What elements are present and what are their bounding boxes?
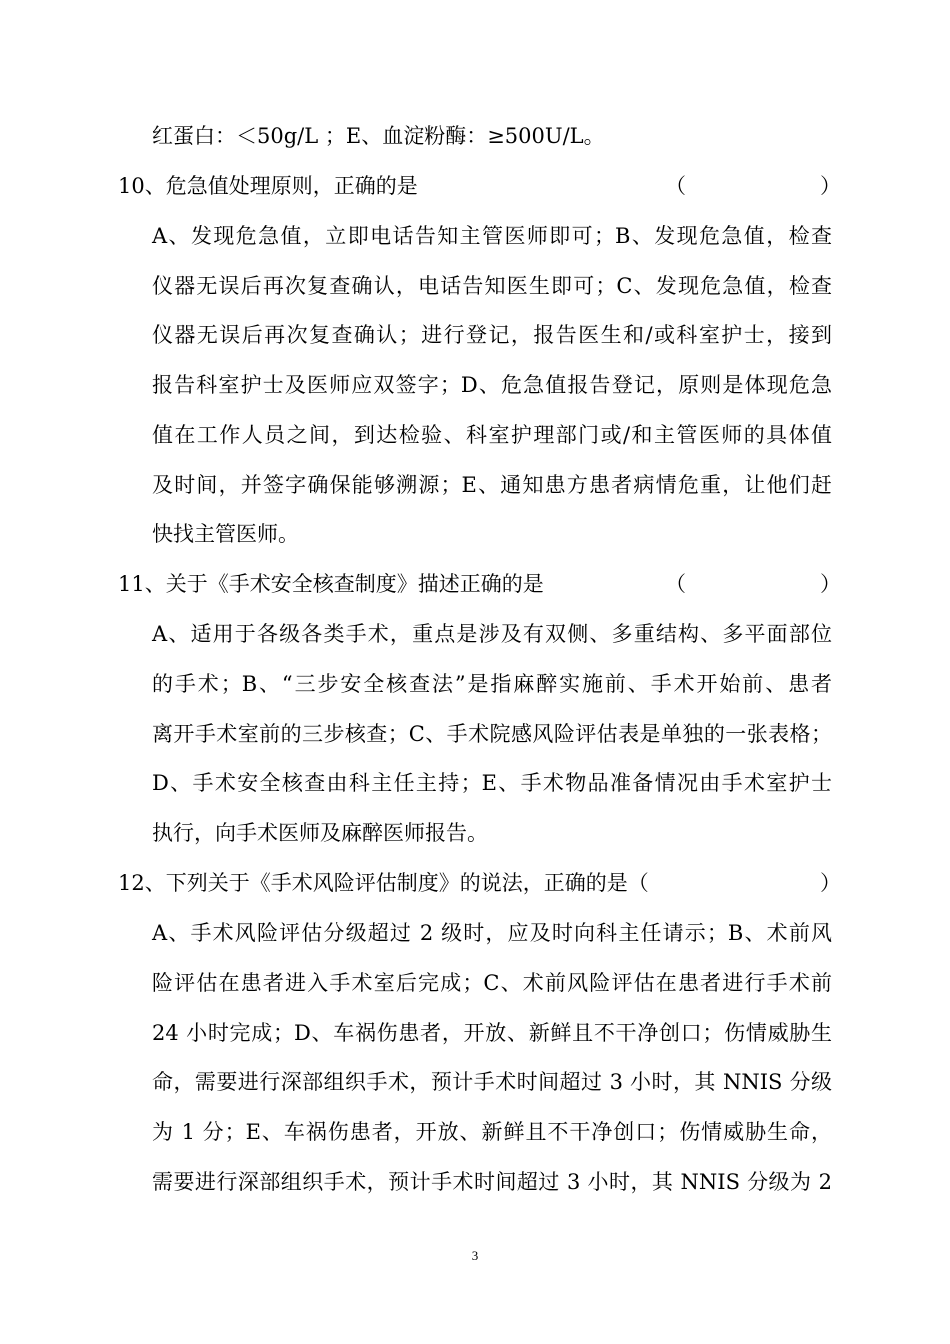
question-11-answer-paren-close: ） <box>820 572 841 596</box>
question-10-answer-paren-open: （ <box>665 174 686 198</box>
question-11-line: 离开手术室前的三步核查；C、手术院感风险评估表是单独的一张表格； <box>152 722 832 746</box>
question-10-line: A、发现危急值，立即电话告知主管医师即可；B、发现危急值，检查 <box>152 224 832 248</box>
question-11-line: 执行，向手术医师及麻醉医师报告。 <box>152 821 488 845</box>
question-12-line: 需要进行深部组织手术，预计手术时间超过 3 小时，其 NNIS 分级为 2 <box>152 1170 832 1194</box>
question-10-line: 仪器无误后再次复查确认；进行登记，报告医生和/或科室护士，接到 <box>152 323 832 347</box>
question-12-stem: 12、下列关于《手术风险评估制度》的说法，正确的是（ <box>118 871 649 895</box>
question-12-line: A、手术风险评估分级超过 2 级时，应及时向科主任请示；B、术前风 <box>152 921 832 945</box>
question-12-line: 24 小时完成；D、车祸伤患者，开放、新鲜且不干净创口；伤情威胁生 <box>152 1021 832 1045</box>
question-10-line: 快找主管医师。 <box>152 522 299 546</box>
question-11-line: D、手术安全核查由科主任主持；E、手术物品准备情况由手术室护士 <box>152 771 832 795</box>
question-12-line: 命，需要进行深部组织手术，预计手术时间超过 3 小时，其 NNIS 分级 <box>152 1070 832 1094</box>
question-11-stem: 11、关于《手术安全核查制度》描述正确的是 <box>118 572 544 596</box>
question-11-line: A、适用于各级各类手术，重点是涉及有双侧、多重结构、多平面部位 <box>152 622 832 646</box>
question-10-line: 仪器无误后再次复查确认，电话告知医生即可；C、发现危急值，检查 <box>152 274 832 298</box>
question-10-answer-paren-close: ） <box>820 174 841 198</box>
question-10-line: 报告科室护士及医师应双签字；D、危急值报告登记，原则是体现危急 <box>152 373 832 397</box>
question-11-answer-paren-open: （ <box>665 572 686 596</box>
question-12-answer-paren-open: （ <box>627 871 649 895</box>
question-10-stem: 10、危急值处理原则，正确的是 <box>118 174 418 198</box>
question-11-line: 的手术；B、“三步安全核查法”是指麻醉实施前、手术开始前、患者 <box>152 672 832 696</box>
question-12-line: 为 1 分；E、车祸伤患者，开放、新鲜且不干净创口；伤情威胁生命， <box>152 1120 832 1144</box>
page-number: 3 <box>471 1248 479 1263</box>
question-10-line: 值在工作人员之间，到达检验、科室护理部门或/和主管医师的具体值 <box>152 423 832 447</box>
question-12-line: 险评估在患者进入手术室后完成；C、术前风险评估在患者进行手术前 <box>152 971 832 995</box>
question-10-line: 及时间，并签字确保能够溯源；E、通知患方患者病情危重，让他们赶 <box>152 473 832 497</box>
question-12-answer-paren-close: ） <box>820 871 841 895</box>
continuation-line: 红蛋白：＜50g/L ；E、血淀粉酶：≥500U/L。 <box>152 124 605 148</box>
